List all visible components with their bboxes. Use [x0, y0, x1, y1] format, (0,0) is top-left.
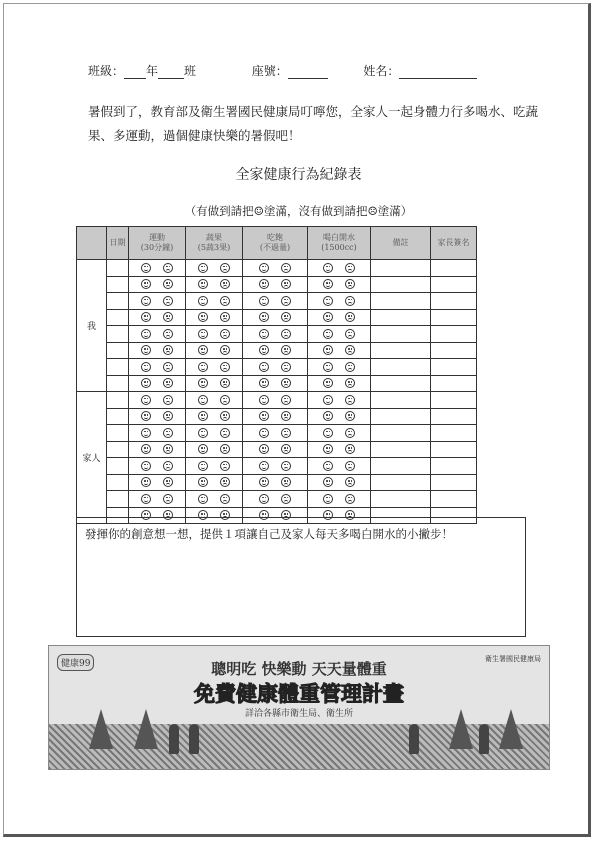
- name-label: 姓名：: [363, 64, 400, 78]
- smiley-face-icon[interactable]: [198, 477, 208, 487]
- parent-signature-cell[interactable]: [431, 491, 477, 508]
- parent-signature-cell[interactable]: [431, 326, 477, 343]
- face-cell: [186, 293, 243, 310]
- frowny-face-icon[interactable]: [345, 444, 355, 454]
- date-cell[interactable]: [107, 441, 129, 458]
- face-cell: [129, 359, 186, 376]
- table-row: [77, 425, 527, 442]
- face-cell: [186, 408, 243, 425]
- frowny-face-icon[interactable]: [281, 461, 291, 471]
- table-row: [77, 309, 527, 326]
- note-cell[interactable]: [371, 474, 431, 491]
- smiley-face-icon[interactable]: [259, 461, 269, 471]
- grade-suffix: 年: [146, 64, 159, 78]
- person-icon: [479, 724, 489, 754]
- frowny-face-icon[interactable]: [220, 263, 230, 273]
- face-cell: [243, 293, 308, 310]
- frowny-face-icon[interactable]: [345, 494, 355, 504]
- smiley-face-icon[interactable]: [259, 477, 269, 487]
- face-cell: [243, 276, 308, 293]
- smiley-face-icon[interactable]: [323, 296, 333, 306]
- parent-signature-cell[interactable]: [431, 392, 477, 409]
- parent-signature-cell[interactable]: [431, 276, 477, 293]
- date-cell[interactable]: [107, 260, 129, 277]
- person-icon: [189, 724, 199, 754]
- row-group-label: 家人: [77, 392, 107, 524]
- frowny-face-icon[interactable]: [345, 428, 355, 438]
- parent-signature-cell[interactable]: [431, 441, 477, 458]
- face-cell: [308, 491, 371, 508]
- frowny-face-icon[interactable]: [345, 263, 355, 273]
- banner-note: 衛生署國民健康局: [485, 655, 541, 663]
- banner-subtitle: 詳洽各縣市衛生局、衛生所: [244, 709, 353, 719]
- frowny-face-icon[interactable]: [345, 477, 355, 487]
- instruction-subtitle: （有做到請把☺塗滿，沒有做到請把☹塗滿）: [184, 204, 413, 218]
- frowny-face-icon[interactable]: [163, 296, 173, 306]
- smiley-face-icon[interactable]: [259, 428, 269, 438]
- smiley-face-icon[interactable]: [259, 296, 269, 306]
- frowny-face-icon[interactable]: [281, 477, 291, 487]
- health-record-table: [76, 226, 527, 524]
- table-row: [77, 491, 527, 508]
- date-cell[interactable]: [107, 293, 129, 310]
- face-cell: [243, 309, 308, 326]
- smiley-face-icon[interactable]: [259, 362, 269, 372]
- face-cell: [129, 260, 186, 277]
- date-cell[interactable]: [107, 359, 129, 376]
- face-cell: [186, 441, 243, 458]
- table-row: [77, 326, 527, 343]
- smiley-face-icon[interactable]: [259, 395, 269, 405]
- frowny-face-icon[interactable]: [345, 378, 355, 388]
- banner-ground: [49, 724, 549, 769]
- smiley-face-icon[interactable]: [141, 296, 151, 306]
- smiley-face-icon[interactable]: [323, 362, 333, 372]
- face-cell: [186, 260, 243, 277]
- smiley-face-icon[interactable]: [198, 494, 208, 504]
- smiley-face-icon[interactable]: [141, 395, 151, 405]
- parent-signature-cell[interactable]: [431, 458, 477, 475]
- face-cell: [186, 342, 243, 359]
- smiley-face-icon[interactable]: [141, 362, 151, 372]
- smiley-face-icon[interactable]: [323, 411, 333, 421]
- frowny-face-icon[interactable]: [220, 395, 230, 405]
- smiley-face-icon[interactable]: [259, 378, 269, 388]
- face-cell: [129, 392, 186, 409]
- frowny-face-icon[interactable]: [281, 395, 291, 405]
- smiley-face-icon[interactable]: [259, 279, 269, 289]
- note-cell[interactable]: [371, 326, 431, 343]
- face-cell: [129, 441, 186, 458]
- note-cell[interactable]: [371, 441, 431, 458]
- frowny-face-icon[interactable]: [281, 444, 291, 454]
- frowny-face-icon[interactable]: [163, 362, 173, 372]
- class-label: 班級：: [88, 64, 125, 78]
- face-cell: [308, 309, 371, 326]
- table-row: [77, 260, 527, 277]
- frowny-face-icon[interactable]: [163, 395, 173, 405]
- table-row: [77, 474, 527, 491]
- frowny-face-icon[interactable]: [220, 494, 230, 504]
- face-cell: [308, 326, 371, 343]
- smiley-face-icon[interactable]: [198, 461, 208, 471]
- face-cell: [308, 359, 371, 376]
- parent-signature-cell[interactable]: [431, 293, 477, 310]
- face-cell: [308, 276, 371, 293]
- smiley-face-icon[interactable]: [323, 395, 333, 405]
- student-info-line: [88, 62, 477, 79]
- frowny-face-icon[interactable]: [163, 345, 173, 355]
- face-cell: [308, 260, 371, 277]
- face-cell: [129, 491, 186, 508]
- face-cell: [243, 326, 308, 343]
- grade-field[interactable]: [124, 66, 146, 79]
- face-cell: [129, 425, 186, 442]
- parent-signature-cell[interactable]: [431, 309, 477, 326]
- date-cell[interactable]: [107, 309, 129, 326]
- frowny-face-icon[interactable]: [163, 477, 173, 487]
- note-cell[interactable]: [371, 458, 431, 475]
- frowny-face-icon[interactable]: [345, 345, 355, 355]
- face-cell: [308, 392, 371, 409]
- class-suffix: 班: [184, 64, 197, 78]
- frowny-face-icon[interactable]: [281, 428, 291, 438]
- face-cell: [243, 342, 308, 359]
- smiley-face-icon[interactable]: [141, 329, 151, 339]
- smiley-face-icon[interactable]: [259, 345, 269, 355]
- smiley-face-icon[interactable]: [259, 263, 269, 273]
- table-row: [77, 359, 527, 376]
- smiley-face-icon[interactable]: [323, 477, 333, 487]
- date-cell[interactable]: [107, 326, 129, 343]
- face-cell: [129, 408, 186, 425]
- table-row: [77, 375, 527, 392]
- frowny-face-icon[interactable]: [281, 378, 291, 388]
- frowny-face-icon[interactable]: [281, 362, 291, 372]
- frowny-face-icon[interactable]: [163, 329, 173, 339]
- frowny-face-icon[interactable]: [281, 411, 291, 421]
- table-row: [77, 342, 527, 359]
- face-cell: [186, 491, 243, 508]
- smiley-face-icon[interactable]: [141, 461, 151, 471]
- parent-signature-cell[interactable]: [431, 359, 477, 376]
- frowny-face-icon[interactable]: [345, 362, 355, 372]
- column-header: 家長簽名: [431, 227, 477, 260]
- date-cell[interactable]: [107, 408, 129, 425]
- face-cell: [243, 425, 308, 442]
- smiley-face-icon[interactable]: [141, 444, 151, 454]
- smiley-face-icon[interactable]: [323, 263, 333, 273]
- smiley-face-icon[interactable]: [259, 312, 269, 322]
- page-title: 全家健康行為紀錄表: [235, 167, 362, 183]
- frowny-face-icon[interactable]: [163, 279, 173, 289]
- smiley-face-icon[interactable]: [198, 279, 208, 289]
- face-cell: [308, 375, 371, 392]
- table-row: [77, 293, 527, 310]
- face-cell: [186, 474, 243, 491]
- frowny-face-icon[interactable]: [281, 345, 291, 355]
- banner-slogan: 聰明吃 快樂動 天天量體重: [211, 660, 387, 678]
- note-cell[interactable]: [371, 425, 431, 442]
- note-cell[interactable]: [371, 491, 431, 508]
- table-row: [77, 276, 527, 293]
- frowny-face-icon[interactable]: [345, 329, 355, 339]
- frowny-face-icon[interactable]: [345, 279, 355, 289]
- smiley-face-icon[interactable]: [323, 279, 333, 289]
- frowny-face-icon[interactable]: [220, 279, 230, 289]
- smiley-face-icon[interactable]: [141, 312, 151, 322]
- smiley-face-icon[interactable]: [141, 279, 151, 289]
- smiley-face-icon[interactable]: [198, 444, 208, 454]
- smiley-face-icon[interactable]: [198, 378, 208, 388]
- smiley-face-icon[interactable]: [259, 329, 269, 339]
- face-cell: [186, 392, 243, 409]
- smiley-face-icon[interactable]: [198, 263, 208, 273]
- frowny-face-icon[interactable]: [281, 296, 291, 306]
- face-cell: [186, 309, 243, 326]
- face-cell: [308, 474, 371, 491]
- frowny-face-icon[interactable]: [163, 378, 173, 388]
- answer-box[interactable]: [76, 517, 526, 637]
- note-cell[interactable]: [371, 359, 431, 376]
- smiley-face-icon[interactable]: [323, 461, 333, 471]
- note-cell[interactable]: [371, 342, 431, 359]
- face-cell: [186, 359, 243, 376]
- smiley-face-icon[interactable]: [198, 395, 208, 405]
- face-cell: [129, 276, 186, 293]
- smiley-face-icon[interactable]: [259, 411, 269, 421]
- face-cell: [243, 441, 308, 458]
- frowny-face-icon[interactable]: [345, 411, 355, 421]
- banner-title: 免費健康體重管理計畫: [194, 682, 404, 706]
- table-row: [77, 441, 527, 458]
- face-cell: [308, 293, 371, 310]
- person-icon: [169, 724, 179, 754]
- face-cell: [308, 342, 371, 359]
- parent-signature-cell[interactable]: [431, 425, 477, 442]
- parent-signature-cell[interactable]: [431, 342, 477, 359]
- smiley-face-icon[interactable]: [198, 411, 208, 421]
- frowny-face-icon[interactable]: [163, 428, 173, 438]
- face-cell: [243, 408, 308, 425]
- smiley-face-icon[interactable]: [198, 345, 208, 355]
- column-header: 運動 (30分鐘): [129, 227, 186, 260]
- date-cell[interactable]: [107, 375, 129, 392]
- column-header: 吃飽 (不過量): [243, 227, 308, 260]
- smiley-face-icon[interactable]: [323, 444, 333, 454]
- seat-label: 座號：: [251, 64, 288, 78]
- smiley-face-icon[interactable]: [198, 329, 208, 339]
- frowny-face-icon[interactable]: [163, 312, 173, 322]
- frowny-face-icon[interactable]: [220, 362, 230, 372]
- smiley-face-icon[interactable]: [141, 411, 151, 421]
- note-cell[interactable]: [371, 276, 431, 293]
- note-cell[interactable]: [371, 408, 431, 425]
- smiley-face-icon[interactable]: [141, 378, 151, 388]
- parent-signature-cell[interactable]: [431, 260, 477, 277]
- face-cell: [186, 458, 243, 475]
- smiley-face-icon[interactable]: [323, 345, 333, 355]
- frowny-face-icon[interactable]: [345, 395, 355, 405]
- frowny-face-icon[interactable]: [220, 345, 230, 355]
- frowny-face-icon[interactable]: [345, 461, 355, 471]
- smiley-face-icon[interactable]: [259, 494, 269, 504]
- smiley-face-icon[interactable]: [198, 428, 208, 438]
- face-cell: [129, 342, 186, 359]
- face-cell: [243, 474, 308, 491]
- note-cell[interactable]: [371, 392, 431, 409]
- person-icon: [409, 724, 419, 754]
- frowny-face-icon[interactable]: [281, 312, 291, 322]
- note-cell[interactable]: [371, 260, 431, 277]
- date-cell[interactable]: [107, 276, 129, 293]
- intro-paragraph: 暑假到了，教育部及衛生署國民健康局叮嚀您，全家人一起身體力行多喝水、吃蔬果、多運動，過個健康快樂的暑假吧！: [88, 104, 539, 143]
- date-cell[interactable]: [107, 458, 129, 475]
- frowny-face-icon[interactable]: [220, 312, 230, 322]
- frowny-face-icon[interactable]: [345, 296, 355, 306]
- smiley-face-icon[interactable]: [141, 477, 151, 487]
- smiley-face-icon[interactable]: [141, 428, 151, 438]
- smiley-face-icon[interactable]: [323, 312, 333, 322]
- face-cell: [308, 408, 371, 425]
- header-corner: [77, 227, 107, 260]
- smiley-face-icon[interactable]: [323, 428, 333, 438]
- health-banner: [48, 645, 550, 770]
- face-cell: [243, 392, 308, 409]
- frowny-face-icon[interactable]: [163, 444, 173, 454]
- face-cell: [243, 375, 308, 392]
- frowny-face-icon[interactable]: [281, 263, 291, 273]
- face-cell: [308, 425, 371, 442]
- frowny-face-icon[interactable]: [163, 461, 173, 471]
- frowny-face-icon[interactable]: [220, 296, 230, 306]
- frowny-face-icon[interactable]: [281, 279, 291, 289]
- table-row: [77, 392, 527, 409]
- seat-field[interactable]: [288, 66, 328, 79]
- smiley-face-icon[interactable]: [141, 263, 151, 273]
- frowny-face-icon[interactable]: [220, 444, 230, 454]
- face-cell: [186, 375, 243, 392]
- smiley-face-icon[interactable]: [323, 378, 333, 388]
- smiley-face-icon[interactable]: [323, 329, 333, 339]
- face-cell: [308, 458, 371, 475]
- frowny-face-icon[interactable]: [281, 494, 291, 504]
- frowny-face-icon[interactable]: [220, 477, 230, 487]
- note-cell[interactable]: [371, 309, 431, 326]
- row-group-label: 我: [77, 260, 107, 392]
- date-cell[interactable]: [107, 474, 129, 491]
- frowny-face-icon[interactable]: [220, 461, 230, 471]
- note-cell[interactable]: [371, 293, 431, 310]
- frowny-face-icon[interactable]: [163, 411, 173, 421]
- face-cell: [186, 276, 243, 293]
- parent-signature-cell[interactable]: [431, 474, 477, 491]
- class-field[interactable]: [158, 66, 184, 79]
- face-cell: [243, 359, 308, 376]
- face-cell: [243, 491, 308, 508]
- name-field[interactable]: [399, 66, 477, 79]
- face-cell: [129, 326, 186, 343]
- face-cell: [186, 326, 243, 343]
- banner-logo: 健康99: [57, 654, 94, 671]
- frowny-face-icon[interactable]: [220, 378, 230, 388]
- smiley-face-icon[interactable]: [323, 494, 333, 504]
- face-cell: [308, 441, 371, 458]
- note-cell[interactable]: [371, 375, 431, 392]
- face-cell: [243, 458, 308, 475]
- smiley-face-icon[interactable]: [141, 345, 151, 355]
- date-cell[interactable]: [107, 342, 129, 359]
- frowny-face-icon[interactable]: [220, 329, 230, 339]
- face-cell: [243, 260, 308, 277]
- answer-prompt: 發揮你的創意想一想，提供１項讓自己及家人每天多喝白開水的小撇步！: [85, 527, 453, 541]
- smiley-face-icon[interactable]: [198, 296, 208, 306]
- face-cell: [129, 293, 186, 310]
- date-cell[interactable]: [107, 392, 129, 409]
- face-cell: [129, 375, 186, 392]
- date-cell[interactable]: [107, 491, 129, 508]
- column-header: 喝白開水 (1500cc): [308, 227, 371, 260]
- table-row: [77, 408, 527, 425]
- face-cell: [129, 309, 186, 326]
- column-header: 蔬果 (5蔬3果): [186, 227, 243, 260]
- smiley-face-icon[interactable]: [259, 444, 269, 454]
- frowny-face-icon[interactable]: [163, 494, 173, 504]
- smiley-face-icon[interactable]: [198, 312, 208, 322]
- smiley-face-icon[interactable]: [141, 494, 151, 504]
- face-cell: [129, 458, 186, 475]
- parent-signature-cell[interactable]: [431, 408, 477, 425]
- frowny-face-icon[interactable]: [220, 411, 230, 421]
- face-cell: [129, 474, 186, 491]
- table-row: [77, 458, 527, 475]
- smiley-face-icon[interactable]: [198, 362, 208, 372]
- parent-signature-cell[interactable]: [431, 375, 477, 392]
- frowny-face-icon[interactable]: [345, 312, 355, 322]
- date-cell[interactable]: [107, 425, 129, 442]
- column-header: 日期: [107, 227, 129, 260]
- face-cell: [186, 425, 243, 442]
- frowny-face-icon[interactable]: [281, 329, 291, 339]
- frowny-face-icon[interactable]: [220, 428, 230, 438]
- frowny-face-icon[interactable]: [163, 263, 173, 273]
- column-header: 備註: [371, 227, 431, 260]
